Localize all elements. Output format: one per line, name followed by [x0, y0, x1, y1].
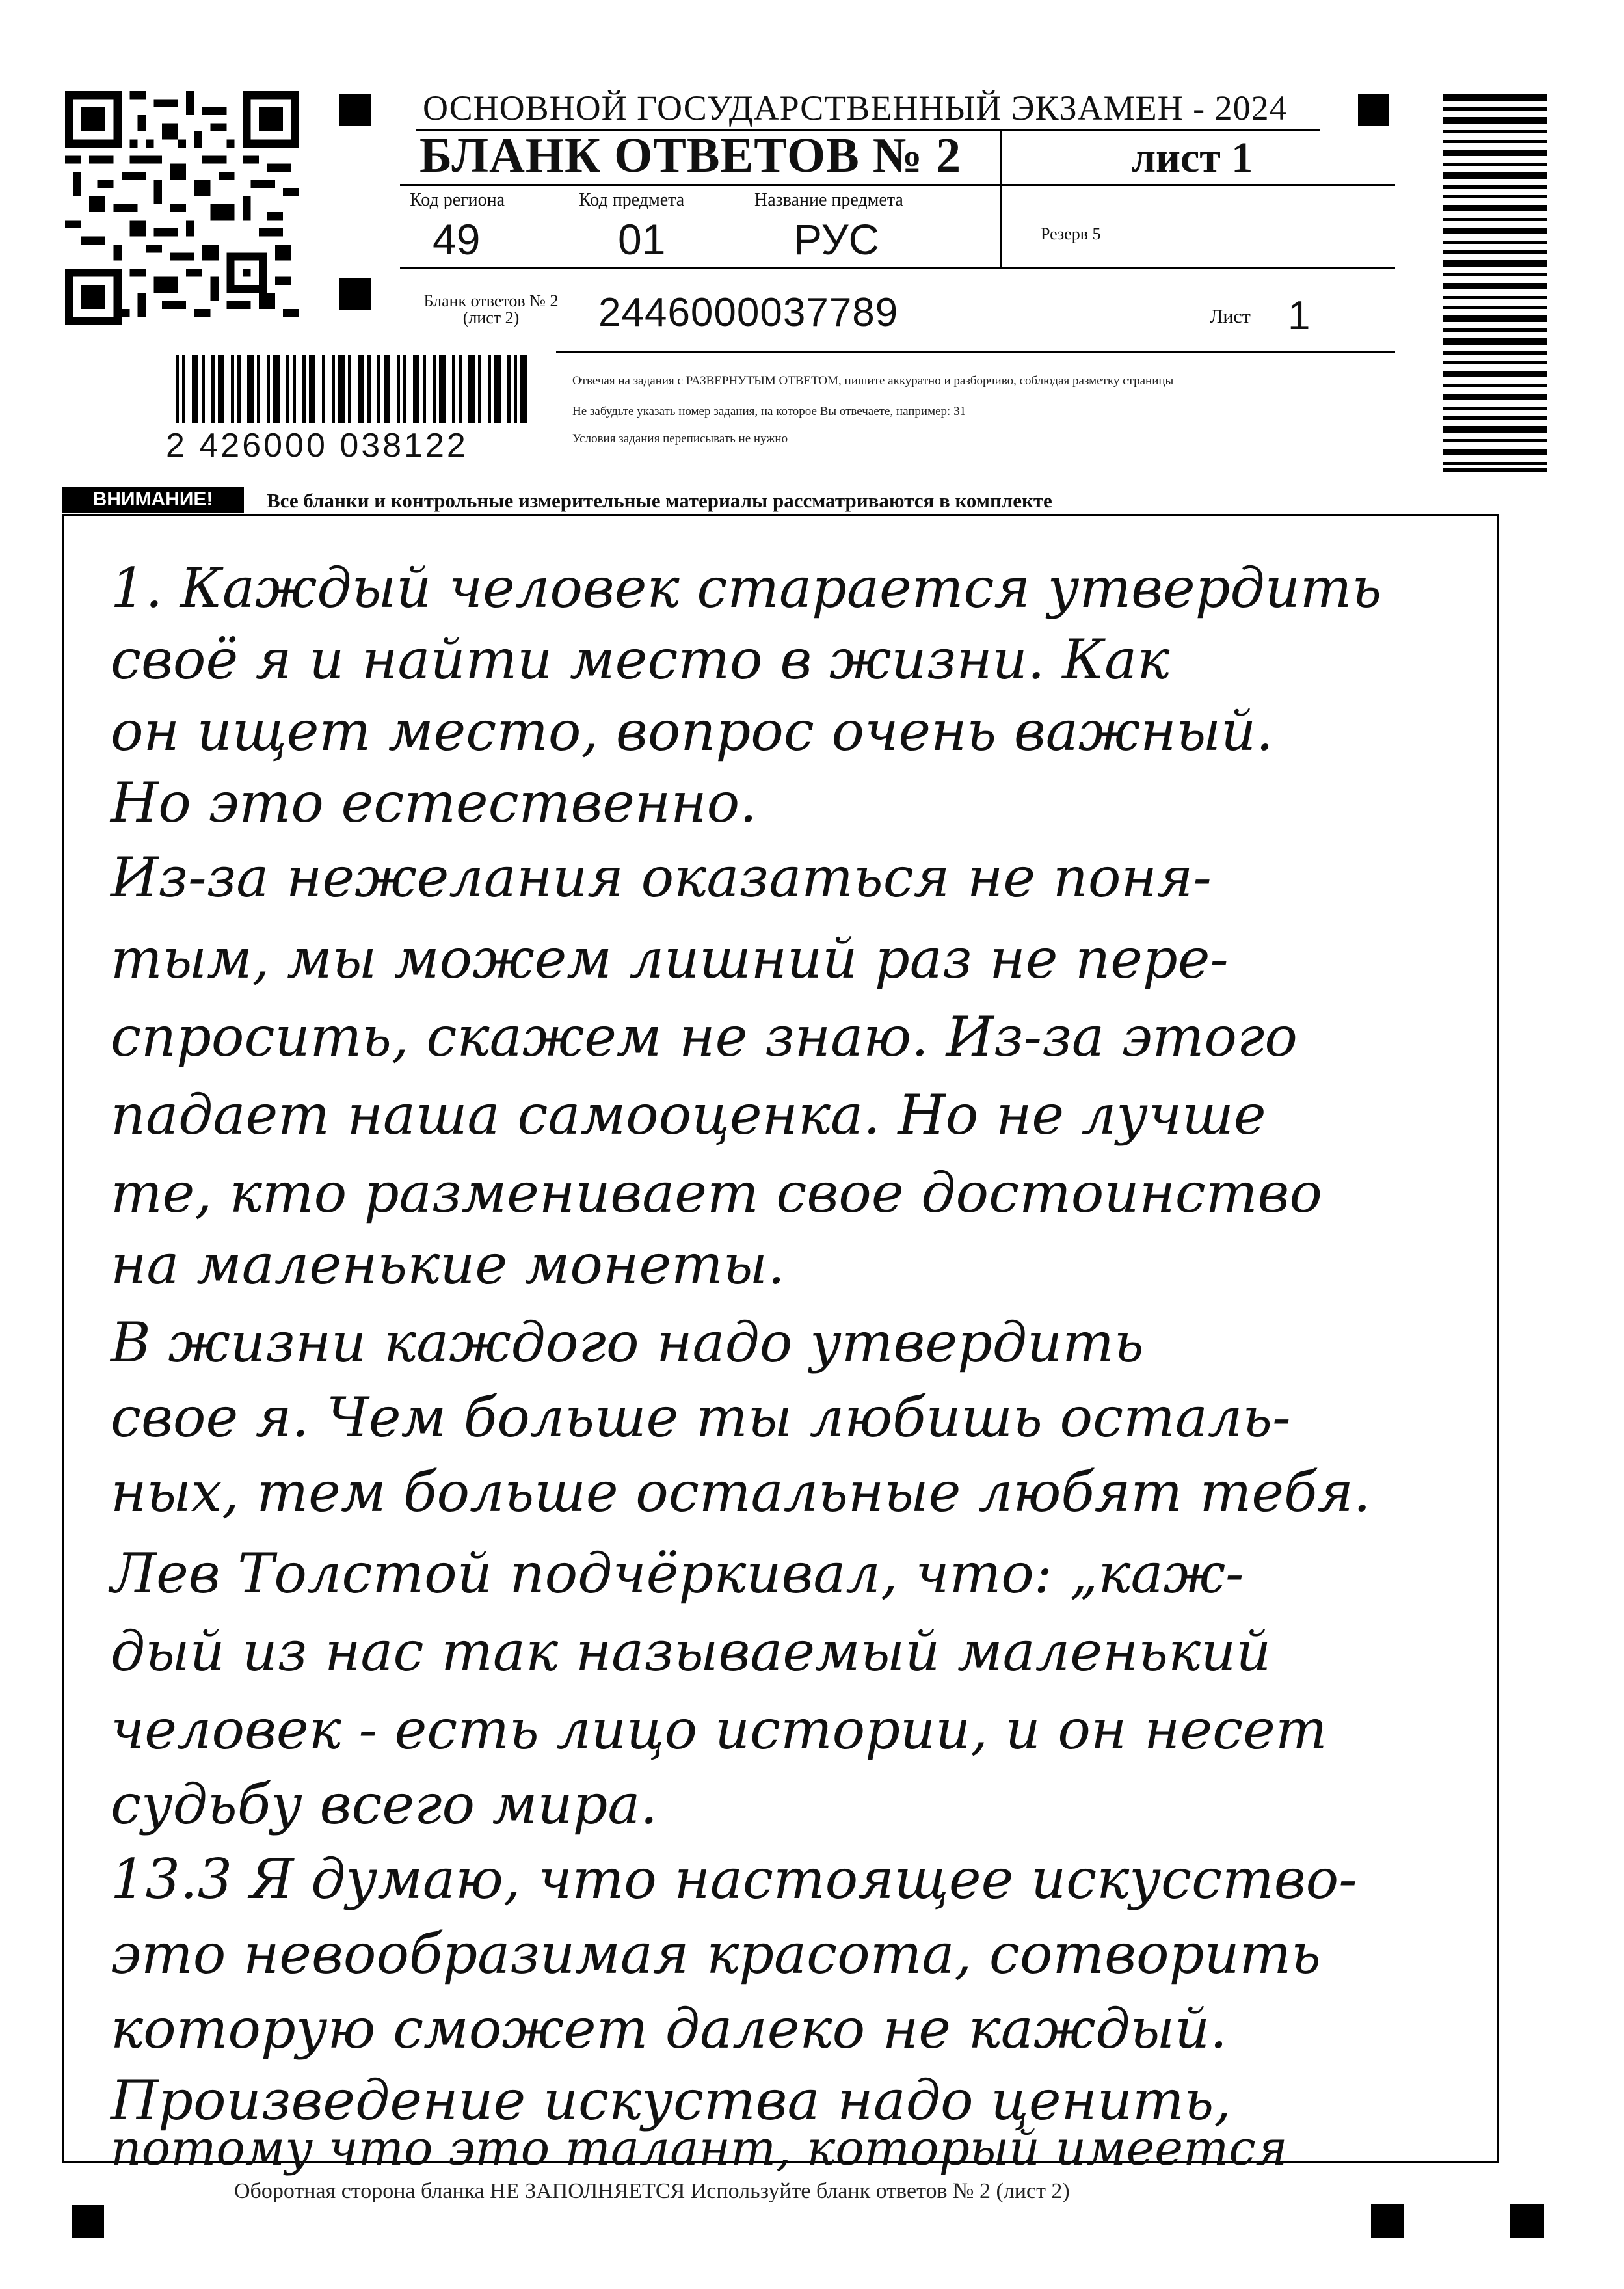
region-value: 49	[433, 215, 481, 263]
answer-line-17: судьбу всего мира.	[111, 1773, 658, 1836]
barcode-right	[1443, 94, 1547, 472]
list-value: 1	[1288, 293, 1311, 338]
answer-line-7: спросить, скажем не знаю. Из-за этого	[111, 1005, 1298, 1069]
answer-line-9: те, кто разменивает свое достоинство	[111, 1161, 1322, 1225]
answer-line-14: Лев Толстой подчёркивал, что: „каж-	[111, 1542, 1244, 1605]
subject-code-value: 01	[618, 215, 666, 263]
answer-line-10: на маленькие монеты.	[111, 1233, 785, 1296]
answer-line-20: которую сможет далеко не каждый.	[111, 1997, 1227, 2061]
answer-line-5: Из-за нежелания оказаться не поня-	[111, 846, 1212, 909]
answer-line-1: 1. Каждый человек старается утвердить	[111, 556, 1382, 620]
subject-code-label: Код предмета	[579, 190, 685, 210]
answer-line-4: Но это естественно.	[111, 771, 757, 835]
form-label-line1: Бланк ответов № 2	[423, 291, 559, 310]
answer-line-12: свое я. Чем больше ты любишь осталь-	[111, 1385, 1291, 1449]
alignment-marker-mid-left	[339, 278, 371, 310]
form-label	[400, 293, 582, 327]
form-id-rule	[556, 351, 1395, 353]
qr-code	[65, 91, 299, 325]
form-label-line2: (лист 2)	[462, 308, 520, 327]
reserve-label: Резерв 5	[1041, 224, 1101, 243]
alignment-marker-bottom-right-1	[1371, 2204, 1404, 2238]
region-label: Код региона	[410, 190, 505, 210]
answer-line-19: это невообразимая красота, сотворить	[111, 1922, 1321, 1986]
header-divider	[1000, 130, 1002, 267]
answer-line-15: дый из нас так называемый маленький	[111, 1620, 1271, 1683]
answer-line-2: своё я и найти место в жизни. Как	[111, 628, 1170, 691]
answer-line-6: тым, мы можем лишний раз не пере-	[111, 927, 1229, 991]
answer-line-21: Произведение искуства надо ценить,	[111, 2068, 1232, 2132]
header-rule-2	[400, 267, 1395, 269]
answer-line-16: человек - есть лицо истории, и он несет	[111, 1698, 1327, 1761]
answer-line-18: 13.3 Я думаю, что настоящее искусство-	[111, 1847, 1357, 1911]
sheet-title: лист 1	[1132, 134, 1253, 181]
alignment-marker-bottom-left	[72, 2205, 104, 2238]
exam-title: ОСНОВНОЙ ГОСУДАРСТВЕННЫЙ ЭКЗАМЕН - 2024	[423, 88, 1288, 127]
alignment-marker-top-left	[339, 94, 371, 126]
attention-badge: ВНИМАНИЕ!	[62, 487, 244, 513]
form-id: 2446000037789	[598, 290, 899, 335]
attention-text: Все бланки и контрольные измерительные материалы рассматриваются в комплекте	[267, 489, 1052, 512]
answer-line-8: падает наша самооценка. Но не лучше	[111, 1083, 1266, 1147]
alignment-marker-top-right	[1358, 94, 1389, 126]
barcode-number: 2 426000 038122	[166, 427, 468, 464]
instruction-1: Отвечая на задания с РАЗВЕРНУТЫМ ОТВЕТОМ, пишите аккуратно и разборчиво, соблюдая разметку страницы	[572, 374, 1174, 388]
answer-line-22: потому что это талант, который имеется	[111, 2121, 1288, 2176]
list-label: Лист	[1210, 306, 1251, 327]
subject-name-label: Название предмета	[754, 190, 903, 210]
footer-note: Оборотная сторона бланка НЕ ЗАПОЛНЯЕТСЯ Используйте бланк ответов № 2 (лист 2)	[234, 2179, 1070, 2203]
blank-title: БЛАНК ОТВЕТОВ № 2	[419, 128, 962, 183]
answer-line-11: В жизни каждого надо утвердить	[111, 1311, 1144, 1374]
header-rule-1	[400, 184, 1395, 186]
answer-line-3: он ищет место, вопрос очень важный.	[111, 699, 1273, 763]
answer-line-13: ных, тем больше остальные любят тебя.	[111, 1460, 1371, 1524]
subject-name-value: РУС	[793, 215, 880, 263]
instruction-3: Условия задания переписывать не нужно	[572, 432, 788, 446]
barcode-left	[176, 355, 527, 423]
instruction-2: Не забудьте указать номер задания, на которое Вы отвечаете, например: 31	[572, 405, 966, 418]
alignment-marker-bottom-right-2	[1510, 2204, 1544, 2238]
